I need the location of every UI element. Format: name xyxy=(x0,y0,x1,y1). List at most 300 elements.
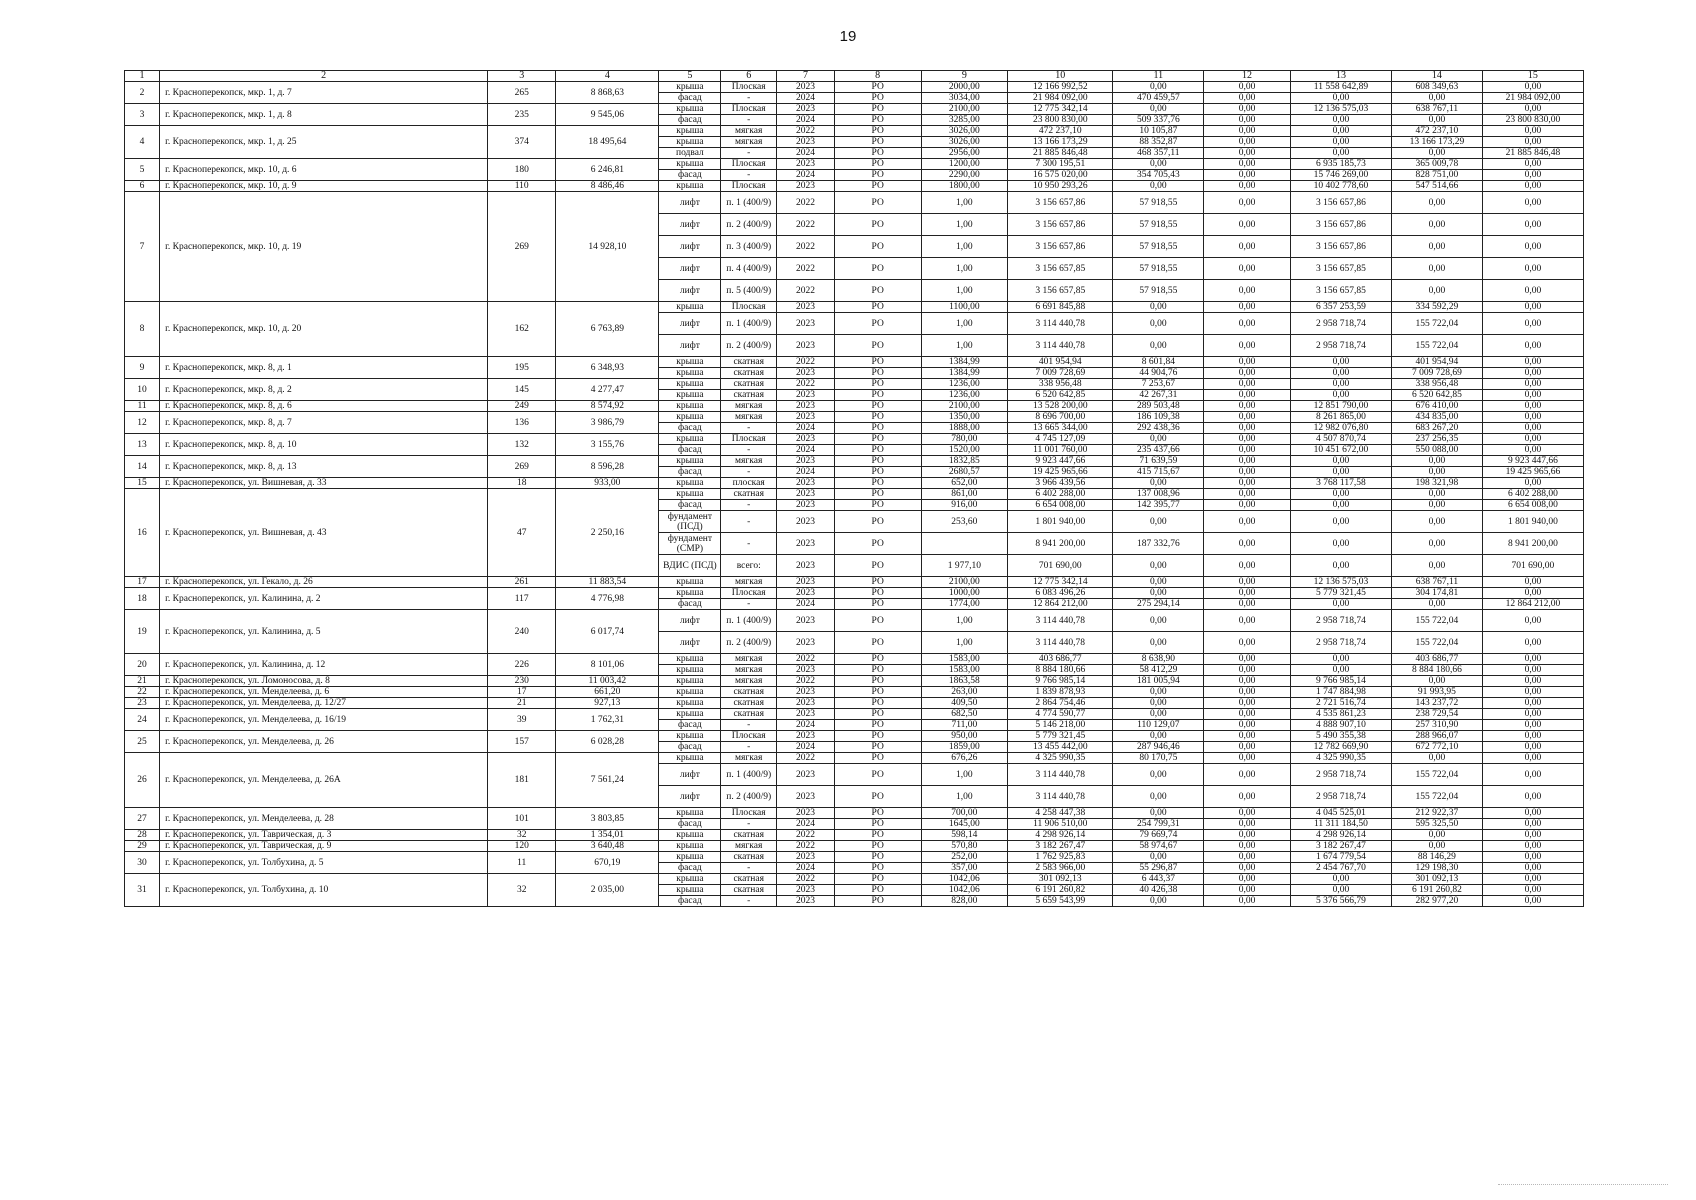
cell-vol: 1200,00 xyxy=(921,159,1008,170)
cell-c13: 0,00 xyxy=(1290,489,1391,500)
cell-work: фундамент (СМР) xyxy=(659,533,721,555)
address-cell: г. Красноперекопск, ул. Ломоносова, д. 8 xyxy=(160,676,488,687)
cell-c15: 0,00 xyxy=(1482,368,1583,379)
cell-c10: 5 659 543,99 xyxy=(1008,896,1113,907)
cell-year: 2023 xyxy=(777,632,835,654)
row-number: 5 xyxy=(125,159,160,181)
table-row xyxy=(125,357,1584,368)
cell-type: Плоская xyxy=(721,82,777,93)
cell-c14: 608 349,63 xyxy=(1392,82,1483,93)
cell-c11: 0,00 xyxy=(1113,786,1204,808)
cell-vol: 570,80 xyxy=(921,841,1008,852)
row-number: 23 xyxy=(125,698,160,709)
cell-vol: 1774,00 xyxy=(921,599,1008,610)
cell-src: РО xyxy=(834,874,921,885)
cell-src: РО xyxy=(834,731,921,742)
cell-c10: 4 745 127,09 xyxy=(1008,434,1113,445)
cell-col-3: 235 xyxy=(488,104,556,126)
address-cell: г. Красноперекопск, мкр. 8, д. 13 xyxy=(160,456,488,478)
cell-type: - xyxy=(721,863,777,874)
cell-c12: 0,00 xyxy=(1204,258,1291,280)
cell-col-3: 180 xyxy=(488,159,556,181)
cell-c13: 2 958 718,74 xyxy=(1290,764,1391,786)
cell-type: скатная xyxy=(721,874,777,885)
cell-work: фасад xyxy=(659,599,721,610)
address-cell: г. Красноперекопск, ул. Менделеева, д. 16/19 xyxy=(160,709,488,731)
cell-c10: 9 766 985,14 xyxy=(1008,676,1113,687)
row-number: 18 xyxy=(125,588,160,610)
cell-src: РО xyxy=(834,841,921,852)
cell-c10: 4 258 447,38 xyxy=(1008,808,1113,819)
table-row xyxy=(125,577,1584,588)
cell-vol: 1859,00 xyxy=(921,742,1008,753)
cell-type: - xyxy=(721,423,777,434)
cell-type: Плоская xyxy=(721,302,777,313)
cell-c10: 301 092,13 xyxy=(1008,874,1113,885)
cell-c13: 4 045 525,01 xyxy=(1290,808,1391,819)
cell-year: 2024 xyxy=(777,423,835,434)
cell-c12: 0,00 xyxy=(1204,126,1291,137)
row-number: 25 xyxy=(125,731,160,753)
cell-c15: 0,00 xyxy=(1482,577,1583,588)
cell-c15: 0,00 xyxy=(1482,401,1583,412)
cell-src: РО xyxy=(834,357,921,368)
cell-col-3: 21 xyxy=(488,698,556,709)
cell-col-3: 195 xyxy=(488,357,556,379)
cell-src: РО xyxy=(834,368,921,379)
cell-src: РО xyxy=(834,434,921,445)
address-cell: г. Красноперекопск, ул. Толбухина, д. 10 xyxy=(160,874,488,907)
cell-type: - xyxy=(721,467,777,478)
address-cell: г. Красноперекопск, ул. Калинина, д. 12 xyxy=(160,654,488,676)
row-number: 7 xyxy=(125,192,160,302)
cell-c13: 0,00 xyxy=(1290,654,1391,665)
cell-src: РО xyxy=(834,170,921,181)
cell-c15: 0,00 xyxy=(1482,434,1583,445)
cell-c13: 0,00 xyxy=(1290,467,1391,478)
cell-year: 2023 xyxy=(777,786,835,808)
table-row xyxy=(125,830,1584,841)
cell-type: Плоская xyxy=(721,808,777,819)
cell-c15: 0,00 xyxy=(1482,280,1583,302)
cell-c15: 0,00 xyxy=(1482,885,1583,896)
cell-col-3: 269 xyxy=(488,456,556,478)
cell-vol: 1,00 xyxy=(921,632,1008,654)
row-number: 29 xyxy=(125,841,160,852)
column-header: 5 xyxy=(659,71,721,82)
cell-work: крыша xyxy=(659,478,721,489)
cell-year: 2024 xyxy=(777,148,835,159)
cell-vol: 1236,00 xyxy=(921,390,1008,401)
cell-type: мягкая xyxy=(721,676,777,687)
cell-c11: 0,00 xyxy=(1113,478,1204,489)
cell-c12: 0,00 xyxy=(1204,588,1291,599)
cell-work: крыша xyxy=(659,379,721,390)
cell-c14: 0,00 xyxy=(1392,258,1483,280)
cell-c12: 0,00 xyxy=(1204,896,1291,907)
cell-c10: 472 237,10 xyxy=(1008,126,1113,137)
cell-c12: 0,00 xyxy=(1204,401,1291,412)
cell-c13: 4 535 861,23 xyxy=(1290,709,1391,720)
column-header: 3 xyxy=(488,71,556,82)
cell-col-3: 117 xyxy=(488,588,556,610)
cell-vol: 1583,00 xyxy=(921,654,1008,665)
cell-c10: 6 654 008,00 xyxy=(1008,500,1113,511)
cell-c13: 11 558 642,89 xyxy=(1290,82,1391,93)
cell-vol: 652,00 xyxy=(921,478,1008,489)
cell-c12: 0,00 xyxy=(1204,445,1291,456)
row-number: 19 xyxy=(125,610,160,654)
cell-c13: 0,00 xyxy=(1290,148,1391,159)
cell-year: 2022 xyxy=(777,654,835,665)
cell-c15: 0,00 xyxy=(1482,874,1583,885)
cell-c15: 701 690,00 xyxy=(1482,555,1583,577)
cell-c15: 0,00 xyxy=(1482,126,1583,137)
cell-c15: 1 801 940,00 xyxy=(1482,511,1583,533)
cell-c11: 10 105,87 xyxy=(1113,126,1204,137)
cell-work: фасад xyxy=(659,742,721,753)
cell-c13: 12 136 575,03 xyxy=(1290,577,1391,588)
cell-src: РО xyxy=(834,786,921,808)
cell-c12: 0,00 xyxy=(1204,808,1291,819)
table-row xyxy=(125,104,1584,115)
cell-c13: 2 958 718,74 xyxy=(1290,335,1391,357)
cell-vol: 2000,00 xyxy=(921,82,1008,93)
cell-year: 2023 xyxy=(777,456,835,467)
cell-c10: 11 001 760,00 xyxy=(1008,445,1113,456)
cell-src: РО xyxy=(834,412,921,423)
cell-c13: 2 454 767,70 xyxy=(1290,863,1391,874)
row-number: 3 xyxy=(125,104,160,126)
cell-c12: 0,00 xyxy=(1204,368,1291,379)
cell-src: РО xyxy=(834,401,921,412)
cell-year: 2022 xyxy=(777,830,835,841)
cell-col-4: 933,00 xyxy=(556,478,659,489)
cell-work: крыша xyxy=(659,841,721,852)
cell-work: лифт xyxy=(659,764,721,786)
table-row xyxy=(125,401,1584,412)
cell-c13: 3 156 657,86 xyxy=(1290,236,1391,258)
table-row xyxy=(125,709,1584,720)
cell-c14: 198 321,98 xyxy=(1392,478,1483,489)
cell-src: РО xyxy=(834,610,921,632)
cell-c13: 12 851 790,00 xyxy=(1290,401,1391,412)
cell-work: крыша xyxy=(659,698,721,709)
cell-c13: 3 182 267,47 xyxy=(1290,841,1391,852)
cell-c15: 8 941 200,00 xyxy=(1482,533,1583,555)
cell-type: мягкая xyxy=(721,401,777,412)
cell-src: РО xyxy=(834,379,921,390)
cell-type: скатная xyxy=(721,698,777,709)
cell-c13: 5 490 355,38 xyxy=(1290,731,1391,742)
row-number: 15 xyxy=(125,478,160,489)
cell-c15: 0,00 xyxy=(1482,379,1583,390)
cell-vol: 3026,00 xyxy=(921,126,1008,137)
cell-vol: 1800,00 xyxy=(921,181,1008,192)
cell-c13: 6 935 185,73 xyxy=(1290,159,1391,170)
cell-c15: 0,00 xyxy=(1482,742,1583,753)
address-cell: г. Красноперекопск, мкр. 10, д. 6 xyxy=(160,159,488,181)
cell-c12: 0,00 xyxy=(1204,511,1291,533)
cell-type: скатная xyxy=(721,830,777,841)
cell-c12: 0,00 xyxy=(1204,720,1291,731)
cell-c15: 0,00 xyxy=(1482,610,1583,632)
cell-c10: 12 775 342,14 xyxy=(1008,577,1113,588)
address-cell: г. Красноперекопск, мкр. 10, д. 9 xyxy=(160,181,488,192)
cell-vol: 1,00 xyxy=(921,335,1008,357)
cell-col-4: 6 017,74 xyxy=(556,610,659,654)
cell-c15: 0,00 xyxy=(1482,412,1583,423)
cell-c15: 0,00 xyxy=(1482,830,1583,841)
cell-c14: 683 267,20 xyxy=(1392,423,1483,434)
cell-c10: 19 425 965,66 xyxy=(1008,467,1113,478)
cell-src: РО xyxy=(834,258,921,280)
cell-type: Плоская xyxy=(721,434,777,445)
cell-vol: 1888,00 xyxy=(921,423,1008,434)
cell-work: крыша xyxy=(659,709,721,720)
cell-c11: 186 109,38 xyxy=(1113,412,1204,423)
row-number: 22 xyxy=(125,687,160,698)
cell-work: крыша xyxy=(659,126,721,137)
cell-col-3: 230 xyxy=(488,676,556,687)
cell-c11: 0,00 xyxy=(1113,588,1204,599)
cell-c10: 7 009 728,69 xyxy=(1008,368,1113,379)
cell-col-4: 927,13 xyxy=(556,698,659,709)
cell-c12: 0,00 xyxy=(1204,632,1291,654)
cell-year: 2023 xyxy=(777,808,835,819)
cell-c10: 6 520 642,85 xyxy=(1008,390,1113,401)
cell-type: мягкая xyxy=(721,412,777,423)
cell-c13: 2 958 718,74 xyxy=(1290,632,1391,654)
cell-type: мягкая xyxy=(721,753,777,764)
cell-c15: 0,00 xyxy=(1482,137,1583,148)
row-number: 27 xyxy=(125,808,160,830)
cell-vol: 1832,85 xyxy=(921,456,1008,467)
cell-c13: 0,00 xyxy=(1290,500,1391,511)
cell-c13: 5 779 321,45 xyxy=(1290,588,1391,599)
cell-c14: 0,00 xyxy=(1392,489,1483,500)
cell-c12: 0,00 xyxy=(1204,137,1291,148)
column-header: 15 xyxy=(1482,71,1583,82)
cell-vol: 1384,99 xyxy=(921,357,1008,368)
cell-col-4: 8 596,28 xyxy=(556,456,659,478)
cell-c14: 403 686,77 xyxy=(1392,654,1483,665)
table-row xyxy=(125,687,1584,698)
cell-year: 2022 xyxy=(777,236,835,258)
cell-c10: 3 114 440,78 xyxy=(1008,610,1113,632)
cell-src: РО xyxy=(834,280,921,302)
cell-work: лифт xyxy=(659,313,721,335)
cell-vol: 2100,00 xyxy=(921,401,1008,412)
cell-c12: 0,00 xyxy=(1204,885,1291,896)
cell-c14: 0,00 xyxy=(1392,93,1483,104)
cell-year: 2023 xyxy=(777,104,835,115)
cell-c15: 6 402 288,00 xyxy=(1482,489,1583,500)
cell-vol: 916,00 xyxy=(921,500,1008,511)
cell-year: 2023 xyxy=(777,82,835,93)
cell-c14: 828 751,00 xyxy=(1392,170,1483,181)
cell-col-4: 6 348,93 xyxy=(556,357,659,379)
cell-src: РО xyxy=(834,93,921,104)
cell-c15: 6 654 008,00 xyxy=(1482,500,1583,511)
cell-type: п. 1 (400/9) xyxy=(721,313,777,335)
cell-c12: 0,00 xyxy=(1204,357,1291,368)
cell-c10: 3 182 267,47 xyxy=(1008,841,1113,852)
table-row xyxy=(125,808,1584,819)
cell-work: крыша xyxy=(659,588,721,599)
cell-c15: 0,00 xyxy=(1482,753,1583,764)
cell-type: п. 5 (400/9) xyxy=(721,280,777,302)
cell-vol: 1,00 xyxy=(921,236,1008,258)
cell-c14: 472 237,10 xyxy=(1392,126,1483,137)
cell-work: крыша xyxy=(659,665,721,676)
cell-c15: 0,00 xyxy=(1482,786,1583,808)
cell-col-3: 39 xyxy=(488,709,556,731)
cell-col-3: 136 xyxy=(488,412,556,434)
cell-work: крыша xyxy=(659,456,721,467)
cell-c13: 2 721 516,74 xyxy=(1290,698,1391,709)
cell-src: РО xyxy=(834,632,921,654)
column-header: 10 xyxy=(1008,71,1113,82)
cell-year: 2023 xyxy=(777,555,835,577)
cell-c15: 0,00 xyxy=(1482,863,1583,874)
cell-col-3: 47 xyxy=(488,489,556,577)
cell-work: лифт xyxy=(659,335,721,357)
cell-c14: 257 310,90 xyxy=(1392,720,1483,731)
page-number: 19 xyxy=(839,28,857,45)
cell-col-4: 3 155,76 xyxy=(556,434,659,456)
cell-c12: 0,00 xyxy=(1204,610,1291,632)
cell-col-4: 14 928,10 xyxy=(556,192,659,302)
cell-c14: 0,00 xyxy=(1392,115,1483,126)
cell-type: мягкая xyxy=(721,137,777,148)
cell-c11: 0,00 xyxy=(1113,181,1204,192)
cell-year: 2022 xyxy=(777,280,835,302)
cell-src: РО xyxy=(834,511,921,533)
cell-type: мягкая xyxy=(721,456,777,467)
cell-c13: 12 136 575,03 xyxy=(1290,104,1391,115)
cell-year: 2023 xyxy=(777,698,835,709)
table-body xyxy=(125,71,1584,907)
cell-work: крыша xyxy=(659,874,721,885)
cell-c11: 0,00 xyxy=(1113,896,1204,907)
cell-c15: 0,00 xyxy=(1482,808,1583,819)
cell-c11: 79 669,74 xyxy=(1113,830,1204,841)
cell-vol: 1384,99 xyxy=(921,368,1008,379)
address-cell: г. Красноперекопск, ул. Менделеева, д. 6 xyxy=(160,687,488,698)
row-number: 17 xyxy=(125,577,160,588)
cell-col-3: 162 xyxy=(488,302,556,357)
cell-c13: 2 958 718,74 xyxy=(1290,786,1391,808)
cell-year: 2022 xyxy=(777,192,835,214)
address-cell: г. Красноперекопск, мкр. 10, д. 19 xyxy=(160,192,488,302)
cell-type: - xyxy=(721,599,777,610)
cell-c10: 401 954,94 xyxy=(1008,357,1113,368)
cell-c13: 3 156 657,86 xyxy=(1290,214,1391,236)
cell-c12: 0,00 xyxy=(1204,731,1291,742)
cell-src: РО xyxy=(834,720,921,731)
cell-c14: 638 767,11 xyxy=(1392,104,1483,115)
cell-c14: 0,00 xyxy=(1392,280,1483,302)
cell-c14: 550 088,00 xyxy=(1392,445,1483,456)
address-cell: г. Красноперекопск, ул. Менделеева, д. 26А xyxy=(160,753,488,808)
cell-c14: 91 993,95 xyxy=(1392,687,1483,698)
cell-year: 2024 xyxy=(777,170,835,181)
cell-vol: 3285,00 xyxy=(921,115,1008,126)
cell-year: 2023 xyxy=(777,533,835,555)
cell-c10: 701 690,00 xyxy=(1008,555,1113,577)
cell-year: 2022 xyxy=(777,258,835,280)
row-number: 14 xyxy=(125,456,160,478)
table-row xyxy=(125,302,1584,313)
cell-c12: 0,00 xyxy=(1204,687,1291,698)
address-cell: г. Красноперекопск, ул. Таврическая, д. 9 xyxy=(160,841,488,852)
cell-vol: 1 977,10 xyxy=(921,555,1008,577)
cell-c10: 3 114 440,78 xyxy=(1008,335,1113,357)
cell-type: - xyxy=(721,742,777,753)
cell-year: 2023 xyxy=(777,137,835,148)
cell-year: 2022 xyxy=(777,841,835,852)
cell-type: скатная xyxy=(721,379,777,390)
cell-src: РО xyxy=(834,863,921,874)
address-cell: г. Красноперекопск, ул. Вишневая, д. 33 xyxy=(160,478,488,489)
cell-c12: 0,00 xyxy=(1204,148,1291,159)
address-cell: г. Красноперекопск, мкр. 1, д. 8 xyxy=(160,104,488,126)
cell-c11: 509 337,76 xyxy=(1113,115,1204,126)
cell-src: РО xyxy=(834,148,921,159)
cell-c15: 0,00 xyxy=(1482,654,1583,665)
cell-vol: 2956,00 xyxy=(921,148,1008,159)
cell-c12: 0,00 xyxy=(1204,181,1291,192)
cell-year: 2024 xyxy=(777,115,835,126)
cell-vol: 1,00 xyxy=(921,258,1008,280)
cell-c11: 468 357,11 xyxy=(1113,148,1204,159)
cell-c14: 8 884 180,66 xyxy=(1392,665,1483,676)
cell-type: Плоская xyxy=(721,104,777,115)
table-row xyxy=(125,731,1584,742)
row-number: 16 xyxy=(125,489,160,577)
cell-c12: 0,00 xyxy=(1204,500,1291,511)
cell-vol: 828,00 xyxy=(921,896,1008,907)
cell-col-3: 132 xyxy=(488,434,556,456)
cell-year: 2022 xyxy=(777,357,835,368)
cell-src: РО xyxy=(834,852,921,863)
column-header: 2 xyxy=(160,71,488,82)
cell-c11: 0,00 xyxy=(1113,731,1204,742)
cell-c13: 0,00 xyxy=(1290,368,1391,379)
cell-vol: 357,00 xyxy=(921,863,1008,874)
cell-c15: 0,00 xyxy=(1482,313,1583,335)
cell-c13: 4 507 870,74 xyxy=(1290,434,1391,445)
cell-c13: 0,00 xyxy=(1290,665,1391,676)
cell-col-4: 6 763,89 xyxy=(556,302,659,357)
cell-c14: 155 722,04 xyxy=(1392,786,1483,808)
cell-work: крыша xyxy=(659,654,721,665)
cell-src: РО xyxy=(834,665,921,676)
cell-work: крыша xyxy=(659,159,721,170)
cell-c11: 71 639,59 xyxy=(1113,456,1204,467)
cell-c11: 0,00 xyxy=(1113,434,1204,445)
table-row xyxy=(125,489,1584,500)
cell-c11: 0,00 xyxy=(1113,808,1204,819)
cell-type: - xyxy=(721,896,777,907)
cell-c10: 6 402 288,00 xyxy=(1008,489,1113,500)
cell-src: РО xyxy=(834,885,921,896)
cell-col-3: 145 xyxy=(488,379,556,401)
cell-year: 2023 xyxy=(777,412,835,423)
address-cell: г. Красноперекопск, ул. Толбухина, д. 5 xyxy=(160,852,488,874)
cell-c10: 3 114 440,78 xyxy=(1008,786,1113,808)
